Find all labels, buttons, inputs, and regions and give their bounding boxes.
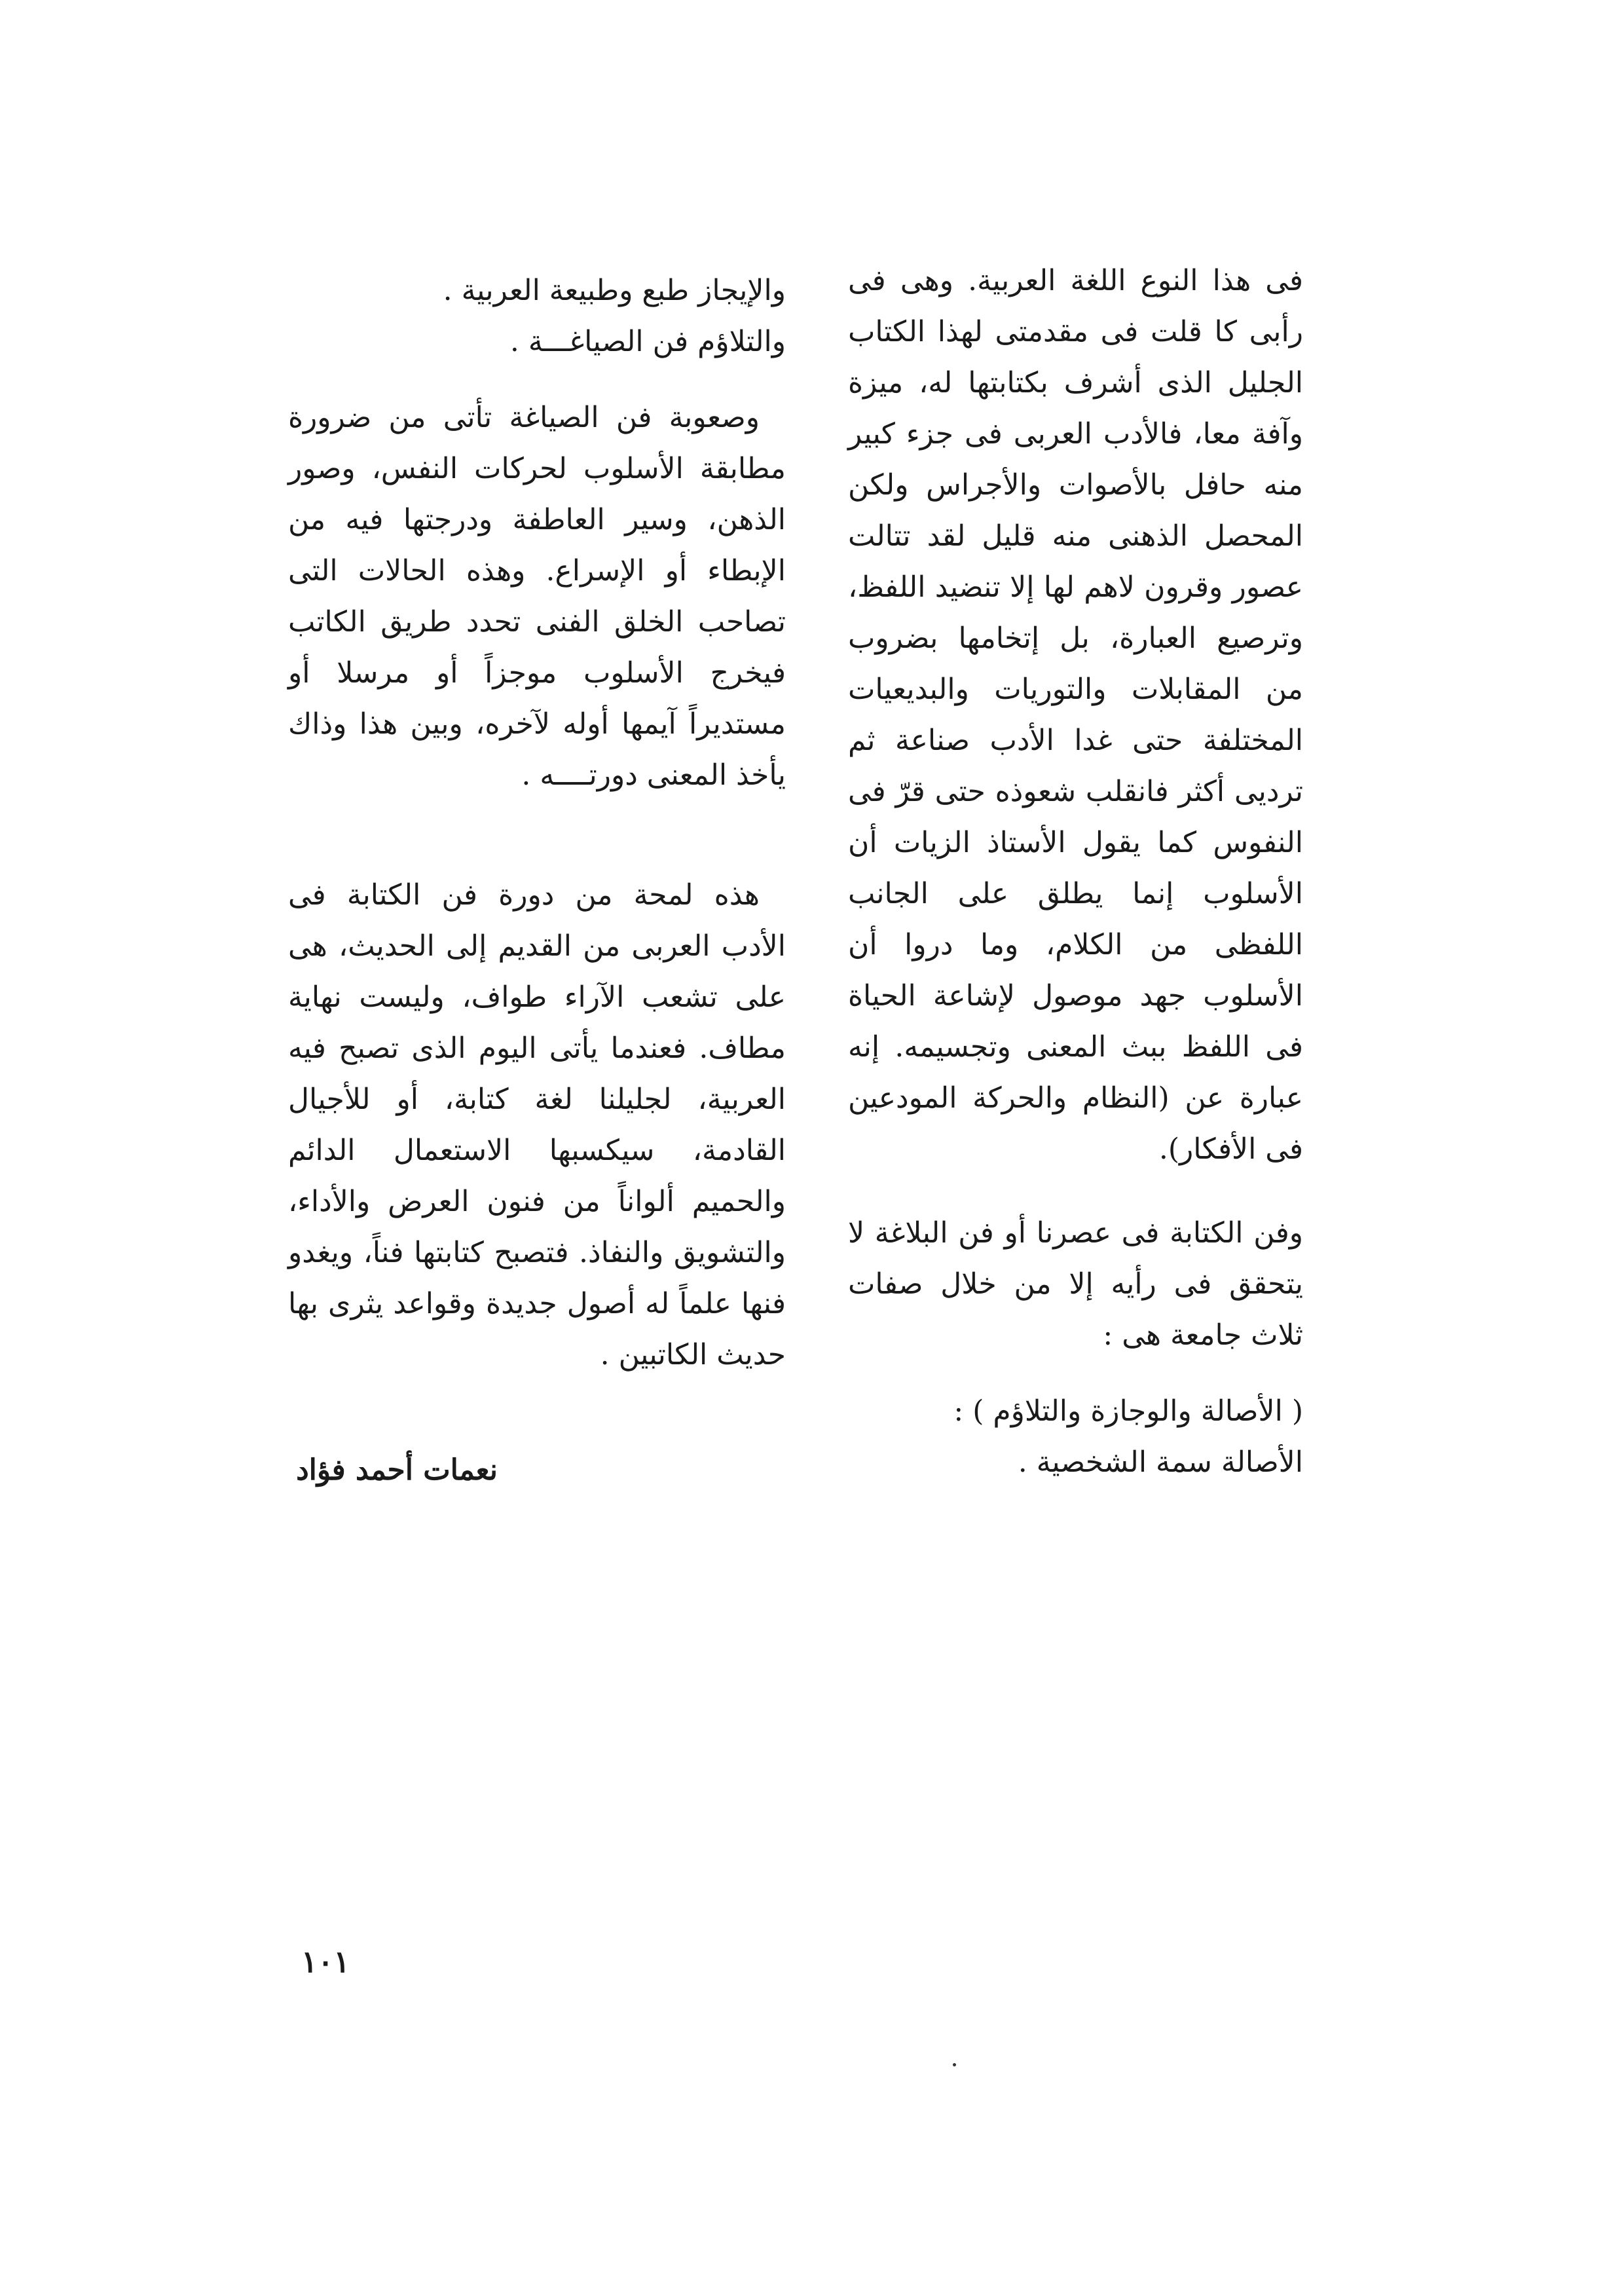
paragraph: وفن الكتابة فى عصرنا أو فن البلاغة لا يتحقق فى رأيه إلا من خلال صفات ثلاث جامعة هى : xyxy=(848,1216,1303,1352)
page-number: ١٠١ xyxy=(301,1944,350,1979)
paragraph: فى هذا النوع اللغة العربية. وهى فى رأبى كا قلت فى مقدمتى لهذا الكتاب الجليل الذى أشرف بكتابتها له، ميزة وآفة معا، فالأدب العربى فى جزء كبير منه حافل بالأصوات والأجراس ولكن المحصل الذهنى منه قليل لقد تتالت عصور وقرون لاهم لها إلا تنضيد اللفظ، وترصيع العبارة، بل إتخامها بضروب من المقابلات والتوريات والبديعيات المختلفة حتى غدا الأدب صناعة ثم ترديى أكثر فانقلب شعوذه حتى قرّ فى النفوس كما يقول الأستاذ الزيات أن الأسلوب إنما يطلق على الجانب اللفظى من الكلام، وما دروا أن الأسلوب جهد موصول لإشاعة الحياة فى اللفظ ببث المعنى وتجسيمه. إنه عبارة عن (النظام والحركة المودعين فى الأفكار). xyxy=(848,264,1303,1166)
statement-line: والتلاؤم فن الصياغـــة . xyxy=(509,325,786,358)
right-text-column xyxy=(848,255,1303,1488)
author-signature: نعمات أحمد فؤاد xyxy=(296,1453,498,1487)
left-text-column xyxy=(288,265,786,1381)
paragraph: هذه لمحة من دورة فن الكتابة فى الأدب العربى من القديم إلى الحديث، هى على تشعب الآراء طواف، وليست نهاية مطاف. فعندما يأتى اليوم الذى تصبح فيه العربية، لجليلنا لغة كتابة، أو للأجيال القادمة، سيكسبها الاستعمال الدائم والحميم ألواناً من فنون العرض والأداء، والتشويق والنفاذ. فتصبح كتابتها فناً، ويغدو فنها علماً له أصول جديدة وقواعد يثرى بها حديث الكاتبين . xyxy=(288,878,786,1371)
paragraph: ( الأصالة والوجازة والتلاؤم ) : xyxy=(953,1394,1303,1428)
paragraph: وصعوبة فن الصياغة تأتى من ضرورة مطابقة الأسلوب لحركات النفس، وصور الذهن، وسير العاطفة ودرجتها فيه من الإبطاء أو الإسراع. وهذه الحالات التى تصاحب الخلق الفنى تحدد طريق الكاتب فيخرج الأسلوب موجزاً أو مرسلا أو مستديراً آيمها أوله لآخره، وبين هذا وذاك يأخذ المعنى دورتــــه . xyxy=(288,401,786,792)
paragraph: الأصالة سمة الشخصية . xyxy=(1018,1446,1303,1479)
ink-speck xyxy=(953,2063,956,2066)
statement-line: والإيجاز طبع وطبيعة العربية . xyxy=(443,274,786,307)
